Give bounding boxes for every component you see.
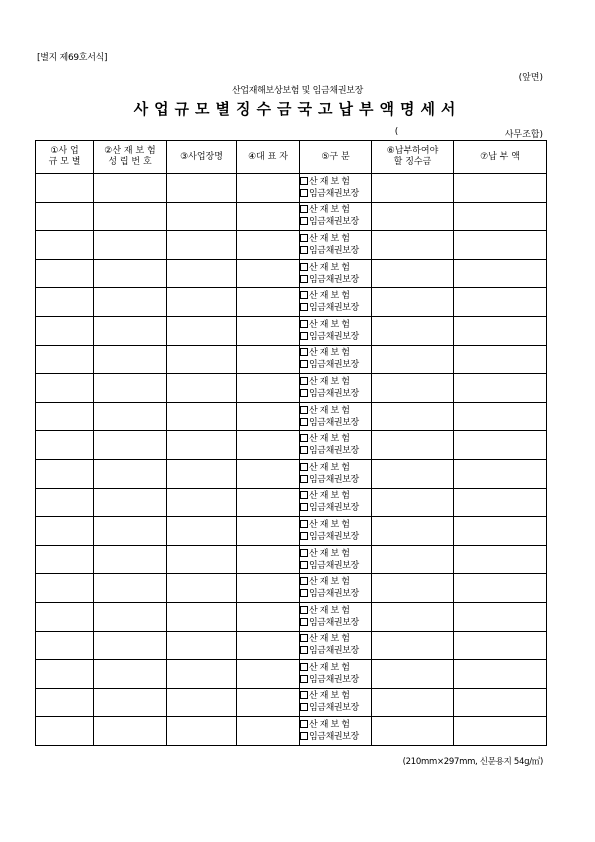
kind-option [300,245,371,257]
cell-registration-number[interactable] [94,574,167,603]
kind-option [300,347,371,359]
cell-workplace-name[interactable] [167,574,237,603]
cell-category [300,488,372,517]
cell-category [300,545,372,574]
table-row [36,174,547,203]
table-row [36,631,547,660]
cell-business-size[interactable] [36,717,94,746]
cell-registration-number[interactable] [94,717,167,746]
kind-option-label: 산 재 보 험 [309,605,350,616]
table-row [36,431,547,460]
cell-amount-paid[interactable] [454,431,547,460]
kind-option [300,233,371,245]
kind-option [300,560,371,572]
kind-option-label: 산 재 보 험 [309,691,350,702]
kind-option [300,674,371,686]
checkbox[interactable] [300,189,308,197]
checkbox[interactable] [300,360,308,368]
cell-category [300,174,372,203]
cell-amount-paid[interactable] [454,517,547,546]
cell-business-size[interactable] [36,259,94,288]
cell-category [300,259,372,288]
cell-registration-number[interactable] [94,660,167,689]
checkbox[interactable] [300,434,308,442]
cell-amount-due[interactable] [372,202,454,231]
kind-option-label: 임금채권보장 [309,274,359,285]
form-title: 사업규모별징수금국고납부액명세서 [133,100,462,118]
checkbox[interactable] [300,532,308,540]
cell-business-size[interactable] [36,431,94,460]
cell-amount-paid[interactable] [454,574,547,603]
cell-business-size[interactable] [36,345,94,374]
col-header-amount-due: ⑥납부하여야 할 징수금 [372,141,454,174]
kind-option-label: 임금채권보장 [309,217,359,228]
side-label: (앞면) [518,73,543,83]
checkbox[interactable] [300,320,308,328]
cell-amount-due[interactable] [372,574,454,603]
checkbox[interactable] [300,177,308,185]
cell-amount-due[interactable] [372,345,454,374]
kind-option [300,548,371,560]
col-header-category: ⑤구 분 [300,141,372,174]
checkbox[interactable] [300,246,308,254]
checkbox[interactable] [300,263,308,271]
checkbox[interactable] [300,646,308,654]
checkbox[interactable] [300,634,308,642]
cell-representative[interactable] [237,231,300,260]
kind-option-label: 임금채권보장 [309,646,359,657]
cell-registration-number[interactable] [94,345,167,374]
cell-workplace-name[interactable] [167,517,237,546]
cell-business-size[interactable] [36,374,94,403]
cell-amount-paid[interactable] [454,459,547,488]
cell-workplace-name[interactable] [167,631,237,660]
cell-business-size[interactable] [36,174,94,203]
checkbox[interactable] [300,303,308,311]
kind-option-label: 산 재 보 험 [309,462,350,473]
table-row [36,517,547,546]
cell-workplace-name[interactable] [167,602,237,631]
cell-representative[interactable] [237,717,300,746]
col-header-business-size: ①사 업 규 모 별 [36,141,94,174]
cell-amount-due[interactable] [372,259,454,288]
checkbox[interactable] [300,446,308,454]
checkbox[interactable] [300,675,308,683]
kind-option-label: 임금채권보장 [309,617,359,628]
table-row [36,545,547,574]
cell-category [300,517,372,546]
cell-registration-number[interactable] [94,631,167,660]
kind-option [300,302,371,314]
kind-option [300,633,371,645]
cell-amount-paid[interactable] [454,374,547,403]
kind-option [300,490,371,502]
cell-category [300,231,372,260]
table-row [36,402,547,431]
checkbox[interactable] [300,561,308,569]
cell-representative[interactable] [237,402,300,431]
cell-business-size[interactable] [36,316,94,345]
cell-category [300,574,372,603]
kind-option [300,662,371,674]
cell-amount-due[interactable] [372,631,454,660]
kind-option [300,433,371,445]
kind-option-label: 임금채권보장 [309,732,359,743]
cell-category [300,374,372,403]
checkbox[interactable] [300,520,308,528]
checkbox[interactable] [300,463,308,471]
cell-amount-paid[interactable] [454,288,547,317]
checkbox[interactable] [300,377,308,385]
kind-option-label: 임금채권보장 [309,503,359,514]
cell-category [300,459,372,488]
kind-option [300,531,371,543]
cell-amount-due[interactable] [372,517,454,546]
checkbox[interactable] [300,205,308,213]
table-row [36,374,547,403]
cell-workplace-name[interactable] [167,488,237,517]
table-row [36,602,547,631]
checkbox[interactable] [300,275,308,283]
cell-representative[interactable] [237,517,300,546]
cell-category [300,717,372,746]
kind-option [300,617,371,629]
col-header-registration-number: ②산 재 보 험 성 립 번 호 [94,141,167,174]
kind-option [300,445,371,457]
kind-option [300,702,371,714]
kind-option [300,388,371,400]
kind-option [300,204,371,216]
cell-amount-paid[interactable] [454,545,547,574]
cell-amount-due[interactable] [372,231,454,260]
kind-option [300,605,371,617]
kind-option-label: 임금채권보장 [309,360,359,371]
cell-representative[interactable] [237,345,300,374]
kind-option-label: 산 재 보 험 [309,205,350,216]
checkbox[interactable] [300,589,308,597]
kind-option-label: 산 재 보 험 [309,233,350,244]
cell-category [300,688,372,717]
checkbox[interactable] [300,348,308,356]
checkbox[interactable] [300,418,308,426]
paper-spec: (210mm×297mm, 신문용지 54g/㎡) [402,757,543,767]
cell-business-size[interactable] [36,402,94,431]
kind-option-label: 산 재 보 험 [309,634,350,645]
cell-business-size[interactable] [36,602,94,631]
cell-business-size[interactable] [36,545,94,574]
cell-amount-due[interactable] [372,602,454,631]
kind-option-label: 임금채권보장 [309,589,359,600]
checkbox[interactable] [300,475,308,483]
cell-amount-paid[interactable] [454,717,547,746]
cell-amount-due[interactable] [372,545,454,574]
cell-representative[interactable] [237,688,300,717]
table-row [36,459,547,488]
cell-registration-number[interactable] [94,288,167,317]
table-row [36,660,547,689]
kind-option-label: 산 재 보 험 [309,291,350,302]
cell-amount-due[interactable] [372,431,454,460]
table-row [36,717,547,746]
cell-workplace-name[interactable] [167,288,237,317]
cell-category [300,660,372,689]
cell-amount-paid[interactable] [454,660,547,689]
kind-option-label: 산 재 보 험 [309,519,350,530]
kind-option-label: 임금채권보장 [309,531,359,542]
cell-business-size[interactable] [36,459,94,488]
kind-option [300,290,371,302]
checkbox[interactable] [300,703,308,711]
checkbox[interactable] [300,491,308,499]
cell-registration-number[interactable] [94,431,167,460]
kind-option [300,417,371,429]
table-row [36,574,547,603]
kind-option [300,188,371,200]
kind-option-label: 산 재 보 험 [309,491,350,502]
cell-amount-paid[interactable] [454,316,547,345]
cell-amount-paid[interactable] [454,602,547,631]
cell-representative[interactable] [237,459,300,488]
kind-option-label: 산 재 보 험 [309,262,350,273]
cell-workplace-name[interactable] [167,345,237,374]
cell-business-size[interactable] [36,688,94,717]
cell-category [300,345,372,374]
kind-option-label: 임금채권보장 [309,188,359,199]
cell-amount-due[interactable] [372,316,454,345]
kind-option-label: 임금채권보장 [309,474,359,485]
cell-amount-paid[interactable] [454,174,547,203]
kind-option [300,502,371,514]
cell-business-size[interactable] [36,574,94,603]
kind-option-label: 임금채권보장 [309,245,359,256]
kind-option [300,319,371,331]
checkbox[interactable] [300,406,308,414]
checkbox[interactable] [300,291,308,299]
kind-option [300,274,371,286]
cell-business-size[interactable] [36,517,94,546]
cell-amount-due[interactable] [372,402,454,431]
cell-workplace-name[interactable] [167,202,237,231]
kind-option-label: 임금채권보장 [309,560,359,571]
cell-category [300,316,372,345]
checkbox[interactable] [300,618,308,626]
col-header-workplace-name: ③사업장명 [167,141,237,174]
cell-representative[interactable] [237,488,300,517]
cell-representative[interactable] [237,545,300,574]
checkbox[interactable] [300,503,308,511]
cell-amount-paid[interactable] [454,345,547,374]
cell-representative[interactable] [237,316,300,345]
cell-business-size[interactable] [36,660,94,689]
cell-amount-paid[interactable] [454,631,547,660]
cell-business-size[interactable] [36,631,94,660]
kind-option-label: 임금채권보장 [309,446,359,457]
kind-option-label: 산 재 보 험 [309,405,350,416]
checkbox[interactable] [300,549,308,557]
kind-option-label: 산 재 보 험 [309,434,350,445]
checkbox[interactable] [300,217,308,225]
checkbox[interactable] [300,332,308,340]
cell-category [300,288,372,317]
cell-workplace-name[interactable] [167,459,237,488]
cell-workplace-name[interactable] [167,660,237,689]
cell-registration-number[interactable] [94,517,167,546]
checkbox[interactable] [300,663,308,671]
cell-registration-number[interactable] [94,202,167,231]
kind-option-label: 임금채권보장 [309,674,359,685]
kind-option [300,645,371,657]
checkbox[interactable] [300,606,308,614]
cell-amount-due[interactable] [372,288,454,317]
kind-option-label: 산 재 보 험 [309,348,350,359]
cell-representative[interactable] [237,602,300,631]
kind-option-label: 임금채권보장 [309,703,359,714]
table-row [36,488,547,517]
cell-registration-number[interactable] [94,316,167,345]
cell-representative[interactable] [237,259,300,288]
checkbox[interactable] [300,389,308,397]
kind-option [300,474,371,486]
kind-option-label: 산 재 보 험 [309,577,350,588]
kind-option [300,588,371,600]
cell-business-size[interactable] [36,202,94,231]
cell-representative[interactable] [237,574,300,603]
cell-workplace-name[interactable] [167,717,237,746]
cell-category [300,202,372,231]
cell-category [300,431,372,460]
kind-option [300,462,371,474]
cell-business-size[interactable] [36,231,94,260]
cell-registration-number[interactable] [94,259,167,288]
cell-business-size[interactable] [36,488,94,517]
cell-representative[interactable] [237,631,300,660]
cell-workplace-name[interactable] [167,259,237,288]
cell-registration-number[interactable] [94,402,167,431]
cell-amount-due[interactable] [372,717,454,746]
kind-option [300,176,371,188]
table-row [36,231,547,260]
cell-business-size[interactable] [36,288,94,317]
cell-representative[interactable] [237,660,300,689]
form-number: [별지 제69호서식] [37,53,108,63]
kind-option-label: 산 재 보 험 [309,548,350,559]
kind-option [300,262,371,274]
cell-category [300,602,372,631]
kind-option [300,690,371,702]
cell-amount-due[interactable] [372,660,454,689]
checkbox[interactable] [300,720,308,728]
cell-workplace-name[interactable] [167,231,237,260]
kind-option [300,731,371,743]
cell-amount-due[interactable] [372,174,454,203]
cell-workplace-name[interactable] [167,545,237,574]
cell-registration-number[interactable] [94,374,167,403]
cell-workplace-name[interactable] [167,374,237,403]
cell-registration-number[interactable] [94,545,167,574]
checkbox[interactable] [300,691,308,699]
table-row [36,259,547,288]
cell-representative[interactable] [237,202,300,231]
kind-option-label: 임금채권보장 [309,303,359,314]
cell-registration-number[interactable] [94,688,167,717]
table-row [36,316,547,345]
cell-amount-due[interactable] [372,488,454,517]
checkbox[interactable] [300,577,308,585]
cell-amount-paid[interactable] [454,231,547,260]
checkbox[interactable] [300,234,308,242]
kind-option [300,405,371,417]
union-label [394,127,543,140]
kind-option-label: 임금채권보장 [309,331,359,342]
cell-workplace-name[interactable] [167,431,237,460]
kind-option-label: 임금채권보장 [309,417,359,428]
table-row [36,202,547,231]
cell-registration-number[interactable] [94,488,167,517]
kind-option-label: 산 재 보 험 [309,376,350,387]
table-row [36,345,547,374]
cell-representative[interactable] [237,174,300,203]
form-subtitle: 산업재해보상보험 및 임금채권보장 [231,86,364,96]
cell-amount-paid[interactable] [454,488,547,517]
kind-option-label: 산 재 보 험 [309,662,350,673]
cell-workplace-name[interactable] [167,688,237,717]
cell-amount-paid[interactable] [454,402,547,431]
kind-option-label: 산 재 보 험 [309,176,350,187]
cell-amount-paid[interactable] [454,688,547,717]
cell-workplace-name[interactable] [167,174,237,203]
cell-amount-due[interactable] [372,459,454,488]
cell-workplace-name[interactable] [167,316,237,345]
cell-amount-paid[interactable] [454,259,547,288]
cell-registration-number[interactable] [94,459,167,488]
kind-option [300,376,371,388]
cell-amount-due[interactable] [372,688,454,717]
statement-table [35,140,547,746]
kind-option-label: 산 재 보 험 [309,319,350,330]
cell-workplace-name[interactable] [167,402,237,431]
cell-representative[interactable] [237,431,300,460]
kind-option [300,576,371,588]
table-row [36,288,547,317]
kind-option-label: 산 재 보 험 [309,720,350,731]
cell-category [300,402,372,431]
table-header-row [36,141,547,174]
cell-registration-number[interactable] [94,231,167,260]
kind-option [300,216,371,228]
kind-option-label: 임금채권보장 [309,388,359,399]
cell-registration-number[interactable] [94,602,167,631]
cell-registration-number[interactable] [94,174,167,203]
kind-option [300,519,371,531]
col-header-representative: ④대 표 자 [237,141,300,174]
kind-option [300,719,371,731]
cell-representative[interactable] [237,374,300,403]
cell-amount-paid[interactable] [454,202,547,231]
union-name: 사무조합) [504,130,543,140]
cell-amount-due[interactable] [372,374,454,403]
kind-option [300,331,371,343]
table-row [36,688,547,717]
cell-representative[interactable] [237,288,300,317]
union-paren: ( [394,127,399,137]
kind-option [300,359,371,371]
checkbox[interactable] [300,732,308,740]
cell-category [300,631,372,660]
col-header-amount-paid: ⑦납 부 액 [454,141,547,174]
